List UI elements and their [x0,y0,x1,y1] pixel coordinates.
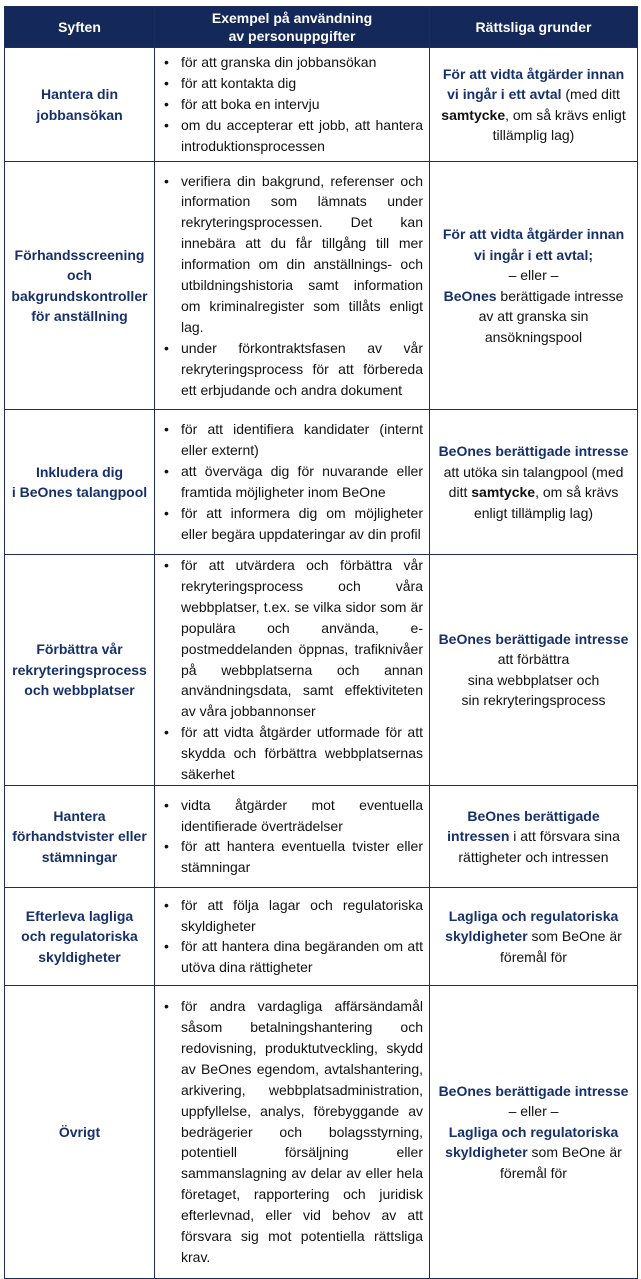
table-row [5,985,638,1278]
purpose-cell: Hantera förhandstvister eller stämningar [5,785,155,887]
legal-cell: BeOnes berättigade intresse – eller – Lagliga och regulatoriska skyldigheter som BeOne är föremål för [430,985,638,1278]
examples-list [155,895,423,979]
list-item: • för att hantera eventuella tvister eller stämningar [155,836,423,878]
list-item: • för att identifiera kandidater (internt eller externt) [155,419,423,461]
examples-list [155,555,423,785]
table-row [5,555,638,786]
list-item: • för andra vardagliga affärsändamål såsom betalningshantering och redovisning, produktutveckling, skydd av BeOnes egendom, avtalshantering, arkivering, webbplatsadministration, uppfyllelse, analys, förebyggande av bedrägerier och bolagsstyrning, potentiell försäljning eller sammanslagning av delar av eller hela företaget, rapportering och juridisk efterlevnad, eller vid behov av att försvara sig mot potentiella rättsliga krav. [155,996,423,1268]
examples-list [155,996,423,1268]
legal-cell: BeOnes berättigade intresse att förbättra sina webbplatser och sin rekryteringsprocess [430,555,638,786]
list-item: • verifiera din bakgrund, referenser och information som lämnats under rekryteringsprocessen. Det kan innebära att du får tillgång till mer information om din anställnings- och utbildningshistoria samt information om kriminalregister som tillåts enligt lag. [155,171,423,338]
purpose-cell: Förhandsscreening och bakgrundskontroller för anställning [5,162,155,410]
examples-cell [155,887,430,985]
list-item: • för att boka en intervju [155,94,423,115]
examples-cell [155,985,430,1278]
examples-list [155,795,423,879]
header-purpose: Syften [5,7,155,48]
examples-list [155,419,423,544]
list-item: • för att informera dig om möjligheter eller begära uppdateringar av din profil [155,503,423,545]
header-examples [155,7,430,48]
table-row [5,785,638,887]
purpose-cell: Övrigt [5,985,155,1278]
legal-cell: För att vidta åtgärder innan vi ingår i ett avtal (med ditt samtycke, om så krävs enligt tillämplig lag) [430,48,638,162]
table-row [5,410,638,555]
list-item: • för att kontakta dig [155,73,423,94]
list-item: • för att utvärdera och förbättra vår rekryteringsprocess och våra webbplatser, t.ex. se vilka sidor som är populära och använda, e-postmeddelanden öppnas, trafiknivåer på webbplatserna och annan användningsdata, samt effektiviteten av våra jobbannonser [155,555,423,722]
examples-list [155,171,423,401]
legal-cell: BeOnes berättigade intresse att utöka sin talangpool (med ditt samtycke, om så krävs enligt tillämplig lag) [430,410,638,555]
list-item: • för att följa lagar och regulatoriska skyldigheter [155,895,423,937]
legal-basis-table [4,6,638,1279]
examples-cell [155,785,430,887]
examples-cell [155,48,430,162]
purpose-cell: Inkludera dig i BeOnes talangpool [5,410,155,555]
purpose-cell: Efterleva lagliga och regulatoriska skyldigheter [5,887,155,985]
header-legal: Rättsliga grunder [430,7,638,48]
table-row [5,887,638,985]
examples-cell [155,162,430,410]
list-item: • om du accepterar ett jobb, att hantera introduktionsprocessen [155,115,423,157]
legal-cell: För att vidta åtgärder innan vi ingår i ett avtal; – eller – BeOnes berättigade intresse av att granska sin ansökningspool [430,162,638,410]
list-item: • för att vidta åtgärder utformade för att skydda och förbättra webbplatsernas säkerhet [155,722,423,785]
examples-cell [155,555,430,786]
list-item: • under förkontraktsfasen av vår rekryteringsprocess för att förbereda ett erbjudande och andra dokument [155,338,423,401]
header-examples-line2: av personuppgifter [228,28,356,44]
table-row [5,48,638,162]
list-item: • vidta åtgärder mot eventuella identifierade överträdelser [155,795,423,837]
table-row [5,162,638,410]
legal-cell: Lagliga och regulatoriska skyldigheter som BeOne är föremål för [430,887,638,985]
examples-cell [155,410,430,555]
list-item: • att överväga dig för nuvarande eller framtida möjligheter inom BeOne [155,461,423,503]
legal-cell: BeOnes berättigade intressen i att försvara sina rättigheter och intressen [430,785,638,887]
table-header-row [5,7,638,48]
purpose-cell: Förbättra vår rekryteringsprocess och webbplatser [5,555,155,786]
examples-list [155,52,423,157]
list-item: • för att granska din jobbansökan [155,52,423,73]
list-item: • för att hantera dina begäranden om att utöva dina rättigheter [155,936,423,978]
header-examples-line1: Exempel på användning [211,10,373,26]
purpose-cell: Hantera din jobbansökan [5,48,155,162]
